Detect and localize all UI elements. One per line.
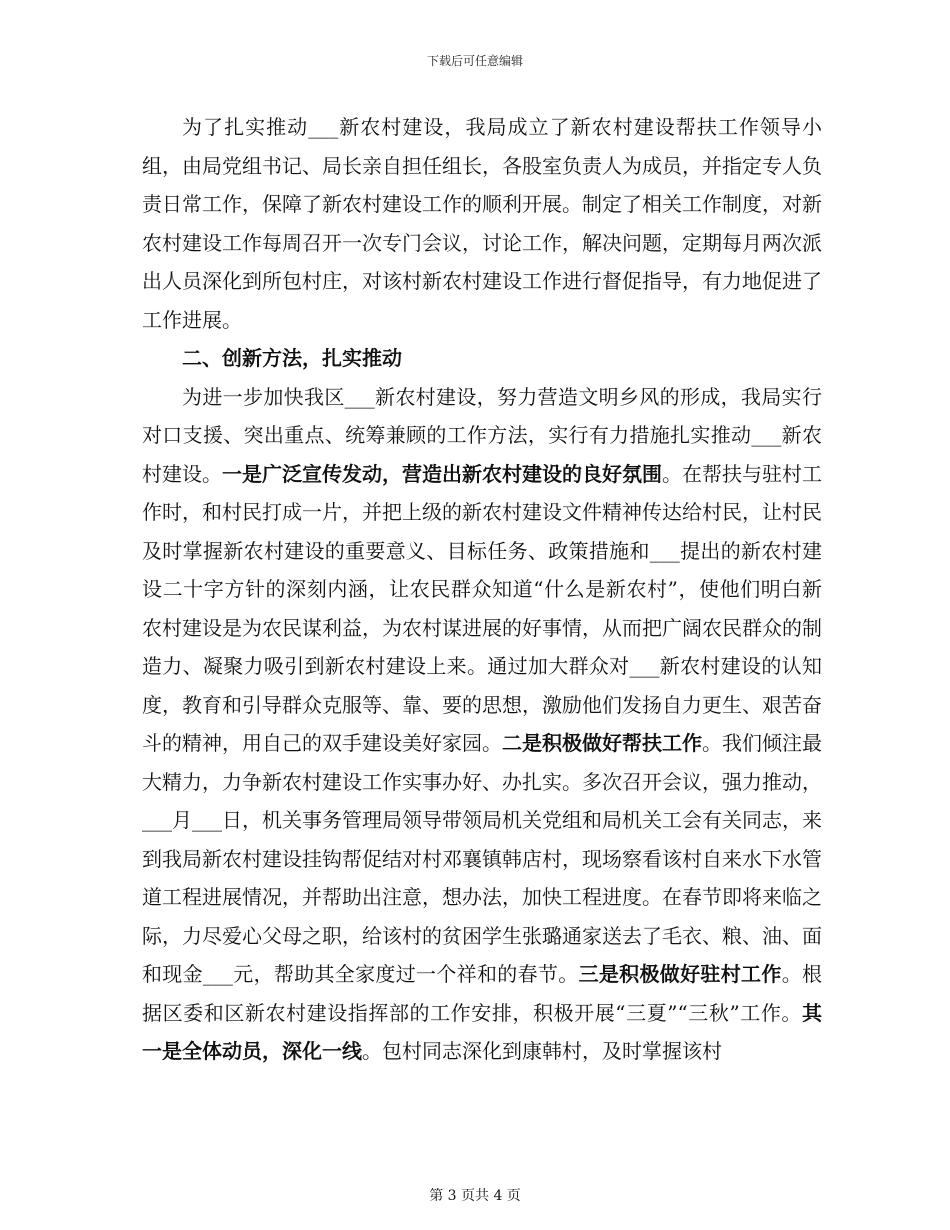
text-run: 为进一步加快我区___新农村建设，努力营造文明乡风的形成，我局实行对口支援、突出重点、统筹兼顾的工作方法，实行有力措施扎实推动___新农村建设。 bbox=[142, 384, 822, 486]
bold-subpoint-1: 其一是全体动员，深化一线 bbox=[142, 1000, 822, 1063]
page-header: 下载后可任意编辑 bbox=[426, 54, 523, 68]
document-body bbox=[142, 108, 822, 1071]
bold-point-1: 一是广泛宣传发动，营造出新农村建设的良好氛围 bbox=[222, 461, 662, 486]
page-footer: 第 3 页共 4 页 bbox=[429, 1188, 521, 1204]
text-run: 。根据区委和区新农村建设指挥部的工作安排，积极开展“三夏”“三秋”工作。 bbox=[142, 962, 822, 1025]
text-run: 。包村同志深化到康韩村，及时掌握该村 bbox=[362, 1039, 722, 1063]
text-run: 。我们倾注最大精力，力争新农村建设工作实事办好、办扎实。多次召开会议，强力推动，___月___日，机关事务管理局领导带领局机关党组和局机关工会有关同志，来到我局新农村建设挂钩帮促结对村邓襄镇韩店村，现场察看该村自来水下水管道工程进展情况，并帮助出注意，想办法，加快工程进度。在春节即将来临之际，力尽爱心父母之职，给该村的贫困学生张璐通家送去了毛衣、粮、油、面和现金___元，帮助其全家度过一个祥和的春节。 bbox=[142, 731, 822, 986]
text-run: 。在帮扶与驻村工作时，和村民打成一片，并把上级的新农村建设文件精神传达给村民，让村民及时掌握新农村建设的重要意义、目标任务、政策措施和___提出的新农村建设二十字方针的深刻内涵，让农民群众知道“什么是新农村”，使他们明白新农村建设是为农民谋利益，为农村谋进展的好事情，从而把广阔农民群众的制造力、凝聚力吸引到新农村建设上来。通过加大群众对___新农村建设的认知度，教育和引导群众克服等、靠、要的思想，激励他们发扬自力更生、艰苦奋斗的精神，用自己的双手建设美好家园。 bbox=[142, 461, 822, 755]
bold-point-2: 二是积极做好帮扶工作 bbox=[502, 731, 702, 755]
paragraph-methods bbox=[142, 378, 822, 1071]
paragraph-leadership: 为了扎实推动___新农村建设，我局成立了新农村建设帮扶工作领导小组，由局党组书记、局长亲自担任组长，各股室负责人为成员，并指定专人负责日常工作，保障了新农村建设工作的顺利开展。制定了相关工作制度，对新农村建设工作每周召开一次专门会议，讨论工作，解决问题，定期每月两次派出人员深化到所包村庄，对该村新农村建设工作进行督促指导，有力地促进了工作进展。 bbox=[142, 115, 822, 332]
section-heading-2: 二、创新方法，扎实推动 bbox=[182, 346, 402, 370]
bold-point-3: 三是积极做好驻村工作 bbox=[578, 962, 782, 986]
